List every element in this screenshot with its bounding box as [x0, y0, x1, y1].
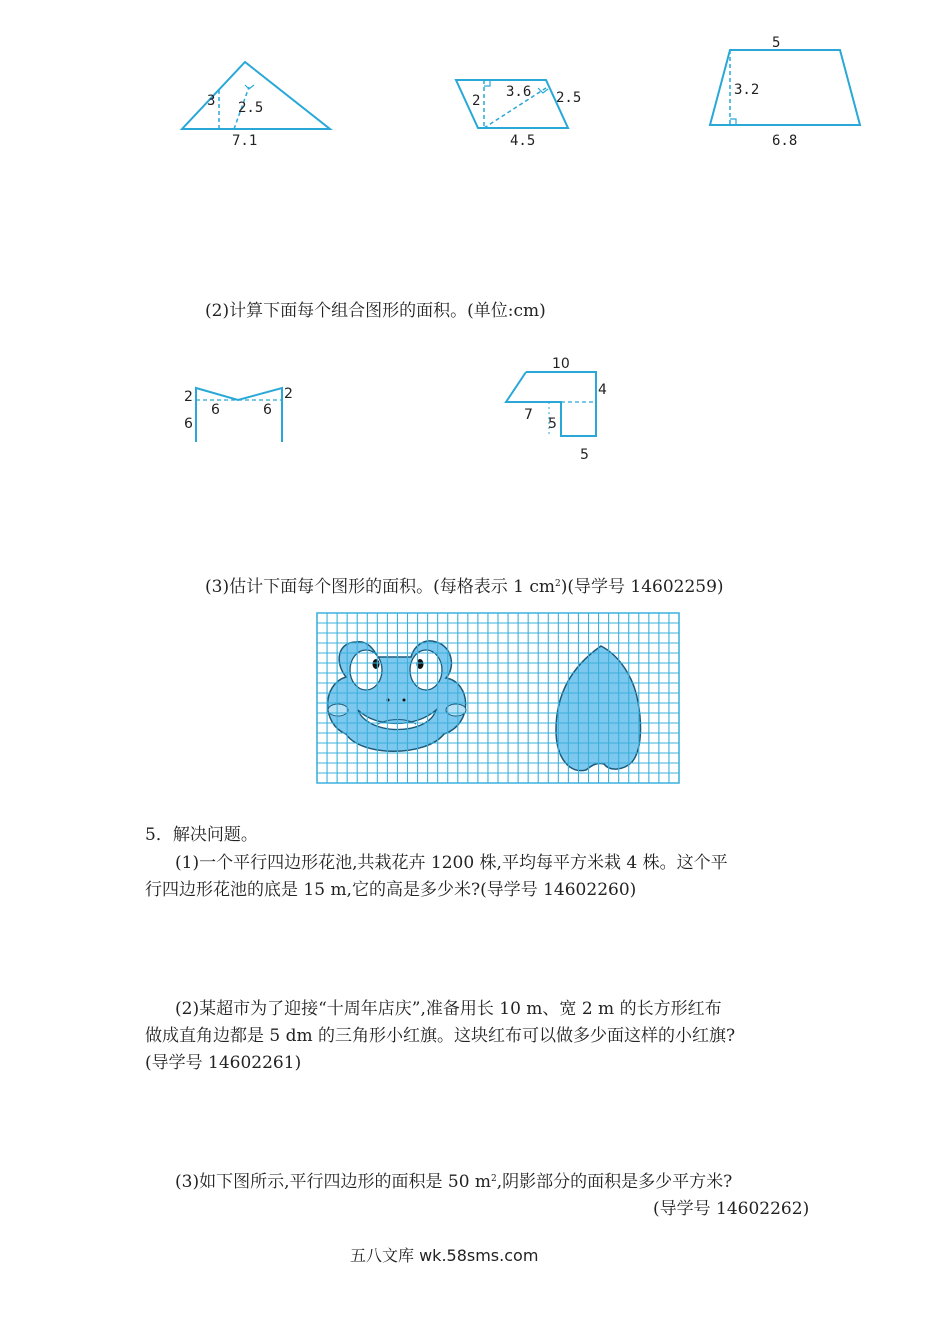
q5-2-line3: (导学号 14602261) — [145, 1053, 302, 1073]
q5-title: 5．解决问题。 — [145, 825, 258, 845]
fig-a-right-top-label: 2 — [284, 386, 293, 402]
q4-3-text — [205, 574, 724, 601]
trapezoid-figure — [700, 30, 865, 155]
triangle-base-label: 7.1 — [232, 133, 258, 149]
combined-figure-b — [500, 350, 620, 465]
fig-b-bottom-label: 5 — [580, 447, 589, 463]
fig-a-mid-right-label: 6 — [263, 402, 272, 418]
parallelogram-base-label: 4.5 — [510, 133, 536, 149]
q5-3-ref: (导学号 14602262) — [653, 1199, 810, 1219]
trapezoid-base-label: 6.8 — [772, 133, 798, 149]
fig-a-left-side-label: 6 — [184, 416, 193, 432]
footer-text: 五八文库 wk.58sms.com — [350, 1246, 539, 1265]
frog-shape — [328, 641, 466, 751]
fig-b-left-label: 7 — [524, 407, 533, 423]
triangle-side-label: 3 — [207, 93, 216, 109]
fig-b-right-label: 4 — [598, 382, 607, 398]
trapezoid-height-label: 3.2 — [734, 82, 760, 98]
q5-1-line1: (1)一个平行四边形花池,共栽花卉 1200 株,平均每平方米栽 4 株。这个平 — [175, 853, 728, 873]
parallelogram-figure — [450, 72, 590, 152]
parallelogram-side-height-label: 2.5 — [556, 90, 582, 106]
q5-3-text-after: ,阴影部分的面积是多少平方米? — [496, 1172, 733, 1192]
q4-3-sup: 2 — [554, 579, 561, 589]
fig-b-top-label: 10 — [552, 356, 570, 372]
parallelogram-height-label: 2 — [472, 93, 481, 109]
q5-1-line2: 行四边形花池的底是 15 m,它的高是多少米?(导学号 14602260) — [145, 880, 637, 900]
q5-2-line1: (2)某超市为了迎接“十周年店庆”,准备用长 10 m、宽 2 m 的长方形红布 — [175, 999, 722, 1019]
triangle-height-label: 2.5 — [238, 100, 264, 116]
estimation-grid — [316, 612, 680, 784]
fig-a-mid-left-label: 6 — [211, 402, 220, 418]
trapezoid-top-label: 5 — [772, 35, 781, 51]
q5-3-text: (3)如下图所示,平行四边形的面积是 50 m — [175, 1172, 492, 1192]
q4-3-text-ref: )(导学号 14602259) — [560, 577, 724, 597]
parallelogram-top-label: 3.6 — [506, 84, 532, 100]
q4-2-text: (2)计算下面每个组合图形的面积。(单位:cm) — [205, 301, 546, 321]
q5-3-line1 — [175, 1169, 732, 1196]
q5-2-line2: 做成直角边都是 5 dm 的三角形小红旗。这块红布可以做多少面这样的小红旗? — [145, 1026, 736, 1046]
q5-3-sup: 2 — [491, 1174, 497, 1184]
q4-3-text-main: (3)估计下面每个图形的面积。(每格表示 1 cm — [205, 577, 555, 597]
triangle-figure — [170, 52, 350, 152]
fig-b-step-label: 5 — [548, 416, 557, 432]
fig-a-left-top-label: 2 — [184, 389, 193, 405]
combined-figure-a — [178, 378, 298, 448]
